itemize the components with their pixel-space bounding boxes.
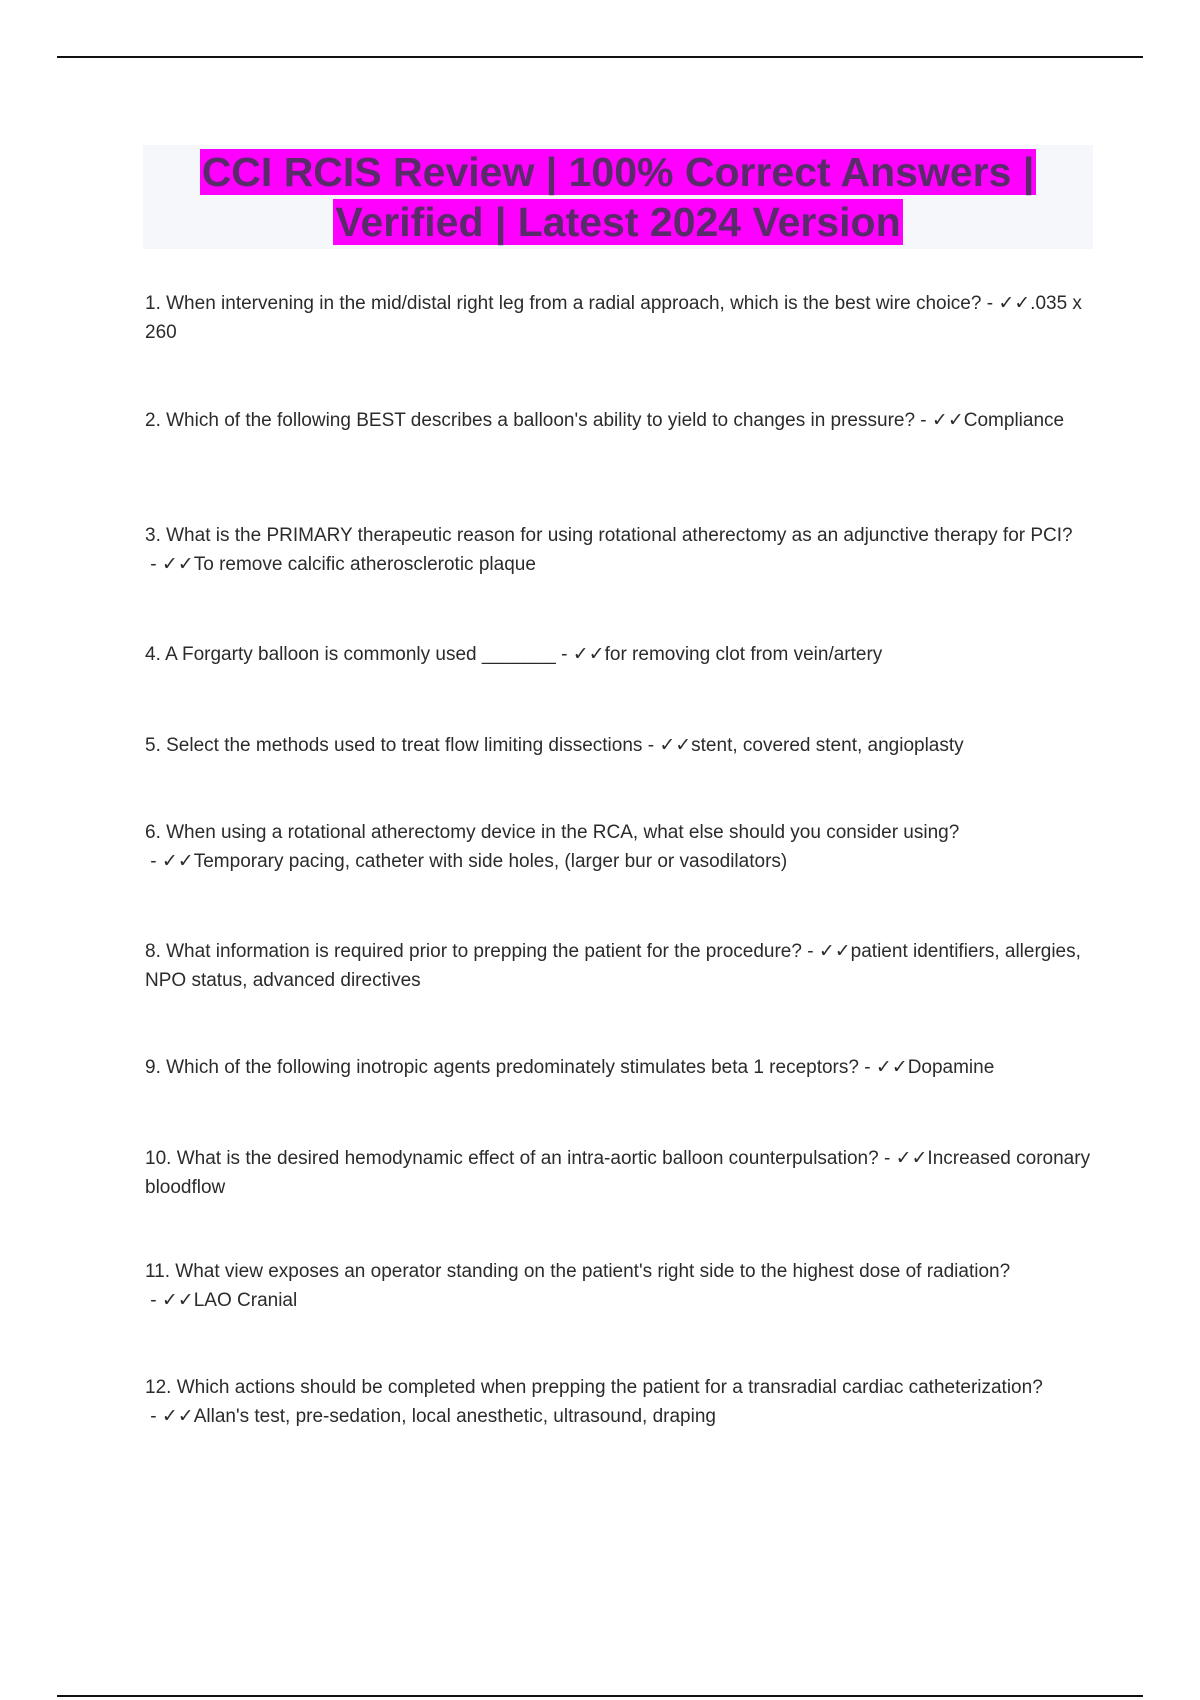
bottom-rule [57, 1695, 1143, 1697]
answer-text: patient identifiers, allergies, NPO status, advanced directives [145, 941, 1081, 991]
qa-item-6 [145, 818, 1095, 876]
answer-text: Allan's test, pre-sedation, local anesthetic, ultrasound, draping [193, 1406, 716, 1427]
question-text: 3. What is the PRIMARY therapeutic reason for using rotational atherectomy as an adjunctive therapy for PCI? [145, 525, 1073, 546]
check-icon: ✓✓ [998, 293, 1031, 314]
check-icon: ✓✓ [875, 1057, 908, 1078]
question-text: 5. Select the methods used to treat flow limiting dissections [145, 735, 643, 756]
separator: - [145, 554, 162, 575]
separator: - [981, 293, 999, 314]
answer-text: .035 x 260 [145, 293, 1082, 343]
title-line-1: CCI RCIS Review | 100% Correct Answers | [201, 149, 1035, 195]
separator: - [858, 1057, 876, 1078]
question-text: 9. Which of the following inotropic agents predominately stimulates beta 1 receptors? [145, 1057, 859, 1078]
answer-text: Increased coronary bloodflow [145, 1148, 1091, 1198]
separator: - [642, 735, 660, 756]
answer-text: Dopamine [907, 1057, 995, 1078]
qa-item-1 [145, 289, 1095, 347]
separator: - [145, 1406, 162, 1427]
check-icon: ✓✓ [161, 1290, 194, 1311]
question-text: 6. When using a rotational atherectomy device in the RCA, what else should you consider using? [145, 822, 960, 843]
check-icon: ✓✓ [931, 410, 964, 431]
qa-item-11 [145, 1257, 1095, 1315]
check-icon: ✓✓ [572, 644, 605, 665]
question-text: 1. When intervening in the mid/distal right leg from a radial approach, which is the best wire choice? [145, 293, 982, 314]
answer-text: for removing clot from vein/artery [604, 644, 883, 665]
top-rule [57, 56, 1143, 58]
question-text: 10. What is the desired hemodynamic effect of an intra-aortic balloon counterpulsation? [145, 1148, 879, 1169]
question-text: 11. What view exposes an operator standing on the patient's right side to the highest dose of radiation? [145, 1261, 1011, 1282]
check-icon: ✓✓ [161, 1406, 194, 1427]
question-text: 2. Which of the following BEST describes a balloon's ability to yield to changes in pressure? [145, 410, 916, 431]
document-title [143, 145, 1093, 249]
qa-item-4 [145, 640, 1095, 669]
question-text: 12. Which actions should be completed when prepping the patient for a transradial cardiac catheterization? [145, 1377, 1043, 1398]
check-icon: ✓✓ [818, 941, 851, 962]
answer-text: Temporary pacing, catheter with side holes, (larger bur or vasodilators) [193, 851, 788, 872]
qa-item-10 [145, 1144, 1095, 1202]
separator: - [801, 941, 819, 962]
check-icon: ✓✓ [895, 1148, 928, 1169]
qa-item-12 [145, 1373, 1095, 1431]
separator: - [145, 851, 162, 872]
separator: - [878, 1148, 896, 1169]
qa-item-3 [145, 521, 1095, 579]
answer-text: stent, covered stent, angioplasty [691, 735, 964, 756]
answer-text: Compliance [963, 410, 1065, 431]
check-icon: ✓✓ [659, 735, 692, 756]
separator: - [915, 410, 932, 431]
qa-item-5 [145, 731, 1095, 760]
qa-item-9 [145, 1053, 1095, 1082]
qa-item-2 [145, 406, 1095, 435]
separator: - [145, 1290, 162, 1311]
question-text: 4. A Forgarty balloon is commonly used _______ [145, 644, 556, 665]
title-line-2: Verified | Latest 2024 Version [335, 199, 901, 245]
separator: - [555, 644, 573, 665]
answer-text: To remove calcific atherosclerotic plaque [193, 554, 536, 575]
check-icon: ✓✓ [161, 851, 194, 872]
check-icon: ✓✓ [161, 554, 194, 575]
question-text: 8. What information is required prior to prepping the patient for the procedure? [145, 941, 802, 962]
answer-text: LAO Cranial [193, 1290, 298, 1311]
qa-item-8 [145, 937, 1095, 995]
